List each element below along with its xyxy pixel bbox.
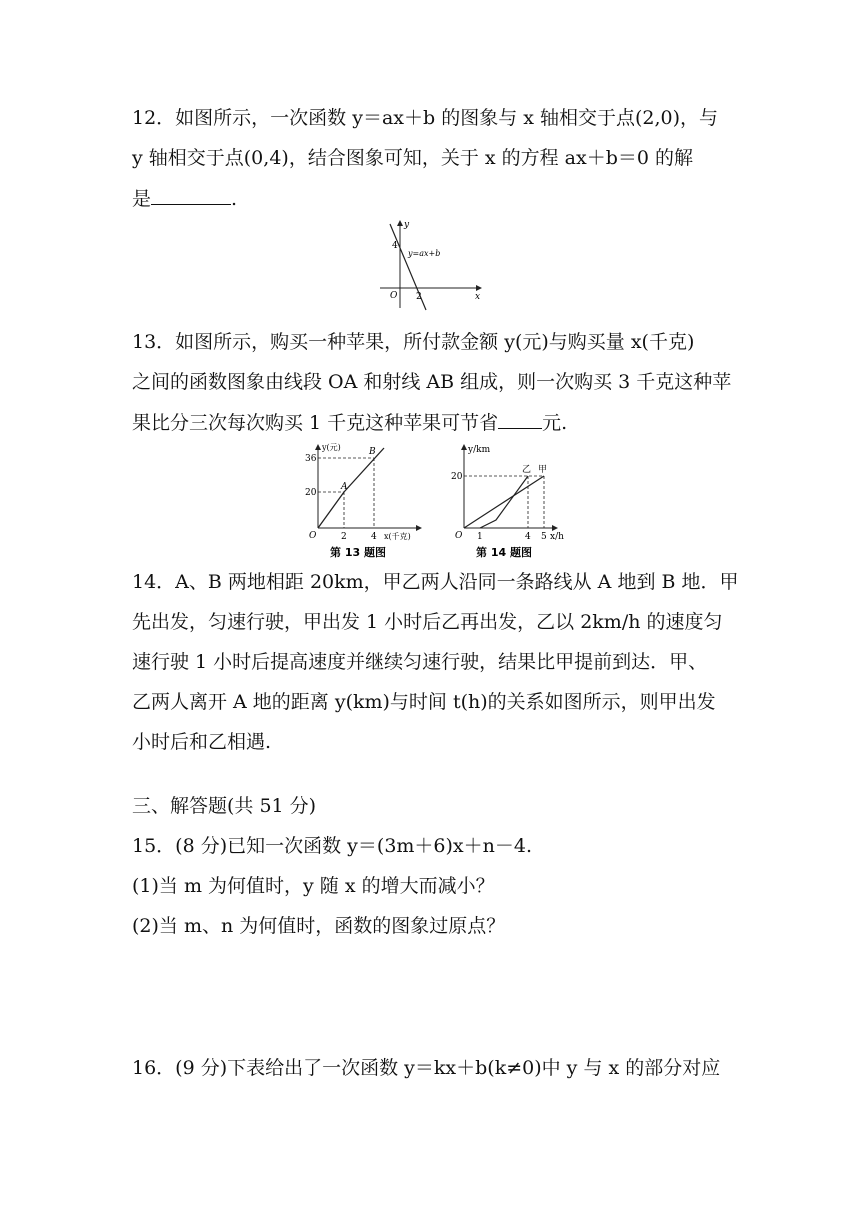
fig14-caption: 第 14 题图 (476, 546, 532, 559)
q12-line1: 12．如图所示，一次函数 y＝ax＋b 的图象与 x 轴相交于点(2,0)，与 (132, 107, 719, 129)
fig14-label-yi: 乙 (522, 465, 532, 475)
fig14-x-arrow (552, 525, 558, 531)
q14-line5: 小时后和乙相遇. (132, 731, 272, 753)
fig13-ray-ab (344, 448, 384, 492)
q13-line3-post: 元. (542, 412, 568, 434)
q13-line3 (132, 410, 567, 435)
fig12-origin: O (390, 291, 398, 301)
q12-line2: y 轴相交于点(0,4)，结合图象可知，关于 x 的方程 ax＋b＝0 的解 (132, 147, 693, 169)
fig13-caption: 第 13 题图 (330, 546, 386, 559)
q12-line3-pre: 是 (132, 188, 152, 210)
q13-line3-pre: 果比分三次每次购买 1 千克这种苹果可节省 (132, 412, 499, 434)
fig12-y-arrow (397, 220, 403, 226)
fig13-origin: O (309, 531, 317, 541)
fig12-x-label: x (475, 292, 481, 302)
fig14-x-tick-5: 5 (541, 532, 547, 542)
fig13-segment-oa (318, 492, 344, 528)
q12-line3 (132, 186, 237, 211)
fig14-x-tick-1: 1 (477, 532, 483, 542)
figure-12-graph (376, 218, 486, 312)
q13-line1: 13．如图所示，购买一种苹果，所付款金额 y(元)与购买量 x(千克) (132, 331, 695, 353)
q15-line1: 15．(8 分)已知一次函数 y＝(3m＋6)x＋n－4. (132, 835, 533, 857)
q14-line3: 速行驶 1 小时后提高速度并继续匀速行驶，结果比甲提前到达．甲、 (132, 651, 708, 673)
fig13-point-a: A (341, 482, 348, 492)
q12-line3-post: . (231, 188, 238, 210)
answer-blank-12[interactable] (151, 186, 231, 205)
fig14-y-label: y/km (468, 445, 491, 455)
q14-line4: 乙两人离开 A 地的距离 y(km)与时间 t(h)的关系如图所示，则甲出发 (132, 691, 716, 713)
fig13-point-b: B (369, 447, 376, 457)
fig13-y-label: y(元) (322, 443, 341, 452)
fig14-x-label: x/h (550, 532, 564, 542)
section-3-title: 三、解答题(共 51 分) (132, 795, 317, 817)
q16-line1: 16．(9 分)下表给出了一次函数 y＝kx＋b(k≠0)中 y 与 x 的部分对应 (132, 1057, 721, 1079)
fig13-x-arrow (416, 525, 422, 531)
answer-blank-13[interactable] (498, 410, 542, 429)
q15-line2: (1)当 m 为何值时，y 随 x 的增大而减小？ (132, 875, 495, 897)
fig14-y-tick-20: 20 (451, 472, 463, 482)
q14-line2: 先出发，匀速行驶，甲出发 1 小时后乙再出发，乙以 2km/h 的速度匀 (132, 611, 723, 633)
fig14-origin: O (455, 531, 463, 541)
fig13-y-arrow (315, 444, 321, 450)
fig14-y-arrow (461, 444, 467, 450)
q15-line3: (2)当 m、n 为何值时，函数的图象过原点？ (132, 915, 506, 937)
fig14-line-jia (464, 476, 544, 528)
fig13-y-tick-36: 36 (305, 454, 317, 464)
fig12-y-tick: 4 (392, 241, 398, 251)
fig12-x-arrow (476, 285, 482, 291)
fig14-x-tick-4: 4 (525, 532, 531, 542)
fig14-label-jia: 甲 (538, 465, 548, 475)
fig12-x-tick: 2 (416, 292, 422, 302)
fig13-x-tick-4: 4 (371, 532, 377, 542)
fig12-line-label: y=ax+b (408, 249, 441, 258)
figure-13-graph (304, 440, 430, 562)
fig13-x-label: x(千克) (384, 532, 411, 541)
fig13-y-tick-20: 20 (305, 488, 317, 498)
fig12-y-label: y (404, 220, 410, 230)
fig13-x-tick-2: 2 (341, 532, 347, 542)
figure-14-graph (450, 440, 580, 562)
q13-line2: 之间的函数图象由线段 OA 和射线 AB 组成，则一次购买 3 千克这种苹 (132, 371, 732, 393)
q14-line1: 14．A、B 两地相距 20km，甲乙两人沿同一条路线从 A 地到 B 地．甲 (132, 571, 739, 593)
